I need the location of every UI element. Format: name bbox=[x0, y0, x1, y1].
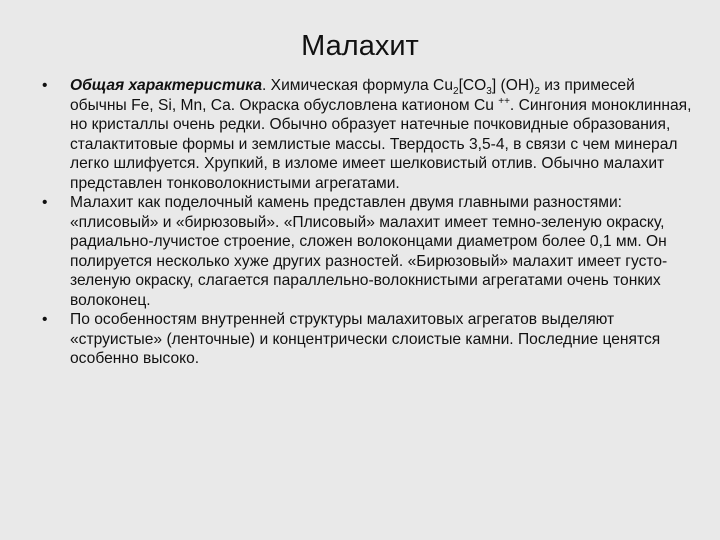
list-item bbox=[42, 310, 692, 369]
list-item bbox=[42, 193, 692, 310]
formula-subscript: 2 bbox=[453, 86, 459, 98]
text-run: [CO bbox=[458, 77, 487, 94]
list-item-text: Малахит как поделочный камень представлен двумя главными разностями: «плисовый» и «бирюзовый». «Плисовый» малахит имеет темно-зеленую окраску, радиально-лучистое строение, сложен волоконцами диаметром более 0,1 мм. Он полируется несколько хуже других разностей. «Бирюзовый» малахит имеет густо-зеленую окраску, слагается параллельно-волокнистыми агрегатами очень тонких волоконец. bbox=[70, 194, 668, 309]
bullet-icon: • bbox=[42, 194, 48, 211]
item-heading: Общая характеристика bbox=[70, 77, 263, 94]
formula-subscript: 3 bbox=[486, 86, 492, 98]
bullet-icon: • bbox=[42, 311, 48, 328]
bullet-list bbox=[42, 76, 692, 369]
formula-subscript: 2 bbox=[534, 86, 540, 98]
charge-superscript: ++ bbox=[498, 95, 510, 107]
text-run: . Сингония моноклинная, но кристаллы очень редки. Обычно образует натечные почковидные образования, сталактитовые формы и землистые массы. Твердость 3,5-4, в связи с чем минерал легко шлифуется. Хрупкий, в изломе имеет шелковистый отлив. Обычно малахит представлен тонковолокнистыми агрегатами. bbox=[70, 96, 692, 192]
list-item-text bbox=[70, 77, 691, 192]
bullet-icon: • bbox=[42, 77, 48, 94]
text-run: из примесей обычны Fe, Si, Mn, Ca. Окраска обусловлена катионом Cu bbox=[70, 77, 635, 114]
slide-title: Малахит bbox=[301, 30, 419, 62]
list-item-text: По особенностям внутренней структуры малахитовых агрегатов выделяют «струистые» (ленточные) и концентрически слоистые камни. Последние ценятся особенно высоко. bbox=[70, 311, 661, 367]
list-item bbox=[42, 76, 692, 193]
text-run: ] (OH) bbox=[491, 77, 535, 94]
text-run: . Химическая формула Cu bbox=[262, 77, 453, 94]
